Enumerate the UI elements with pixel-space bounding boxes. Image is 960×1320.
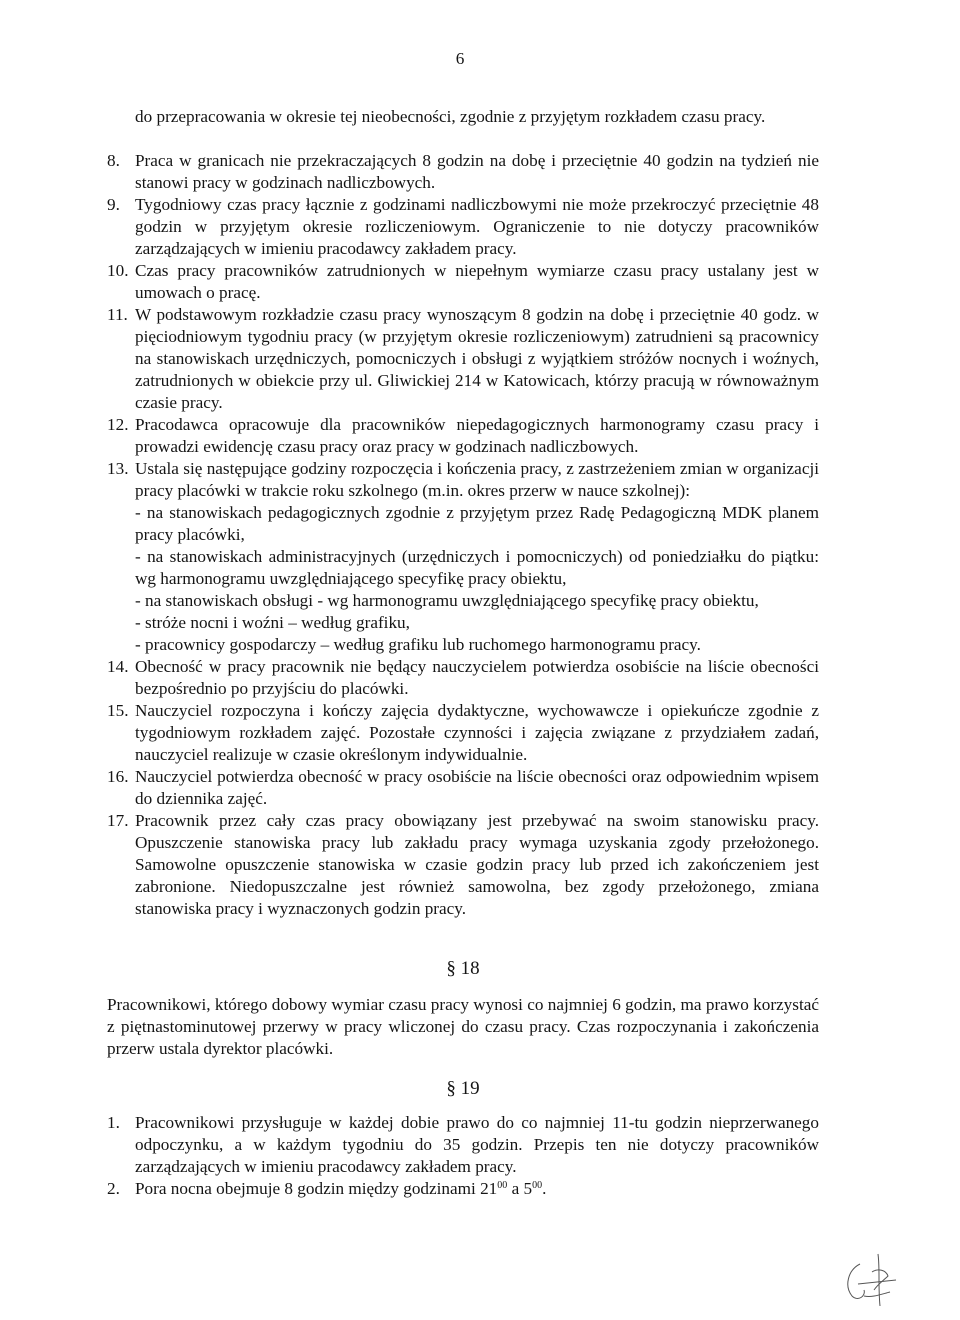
list-item xyxy=(107,656,819,700)
list-item xyxy=(107,766,819,810)
item-text: Tygodniowy czas pracy łącznie z godzinami nadliczbowymi nie może przekroczyć przeciętnie 48 godzin w przyjętym okresie rozliczeniowym. Ograniczenie to nie dotyczy pracowników zarządzających w imieniu pracodawcy zakładem pracy. xyxy=(135,195,819,258)
list-item xyxy=(107,1178,819,1200)
item-number: 9. xyxy=(107,195,120,214)
item-number: 1. xyxy=(107,1113,120,1132)
item-text: Nauczyciel rozpoczyna i kończy zajęcia dydaktyczne, wychowawcze i opiekuńcze zgodnie z tygodniowym rozkładem zajęć. Pozostałe czynności i zajęcia związane z przydziałem zadań, nauczyciel realizuje w czasie określonym indywidualnie. xyxy=(135,701,819,764)
item-text: Pora nocna obejmuje 8 godzin między godzinami 21 xyxy=(135,1179,498,1198)
section-19-heading: § 19 xyxy=(446,1078,480,1099)
sub-item: - na stanowiskach administracyjnych (urzędniczych i pomocniczych) od poniedziałku do piątku: wg harmonogramu uwzględniającego specyfikę pracy obiektu, xyxy=(135,547,819,588)
item-number: 11. xyxy=(107,305,128,324)
item-text: Ustala się następujące godziny rozpoczęcia i kończenia pracy, z zastrzeżeniem zmian w organizacji pracy placówki w trakcie roku szkolnego (m.in. okres przerw w nauce szkolnej): xyxy=(135,459,819,500)
item-number: 12. xyxy=(107,415,129,434)
item-number: 2. xyxy=(107,1179,120,1198)
superscript: 00 xyxy=(532,1180,543,1191)
item-number: 13. xyxy=(107,459,129,478)
item-text: Pracodawca opracowuje dla pracowników niepedagogicznych harmonogramy czasu pracy i prowadzi ewidencję czasu pracy oraz pracy w godzinach nadliczbowych. xyxy=(135,415,819,456)
superscript: 00 xyxy=(497,1180,508,1191)
list-item xyxy=(107,194,819,260)
item-text: a 5 xyxy=(507,1179,533,1198)
sub-item: - stróże nocni i woźni – według grafiku, xyxy=(135,613,410,632)
list-item xyxy=(107,260,819,304)
item-number: 10. xyxy=(107,261,129,280)
item-text: Praca w granicach nie przekraczających 8 godzin na dobę i przeciętnie 40 godzin na tydzień nie stanowi pracy w godzinach nadliczbowych. xyxy=(135,151,819,192)
list-item xyxy=(107,414,819,458)
sub-item: - pracownicy gospodarczy – według grafiku lub ruchomego harmonogramu pracy. xyxy=(135,635,701,654)
item-text: Czas pracy pracowników zatrudnionych w niepełnym wymiarze czasu pracy ustalany jest w umowach o pracę. xyxy=(135,261,819,302)
numbered-list xyxy=(107,150,819,920)
item-number: 16. xyxy=(107,767,129,786)
item-number: 17. xyxy=(107,811,129,830)
list-item xyxy=(107,304,819,414)
item-text: . xyxy=(542,1179,547,1198)
sub-item: - na stanowiskach obsługi - wg harmonogramu uwzględniającego specyfikę pracy obiektu, xyxy=(135,591,759,610)
list-item xyxy=(107,458,819,656)
list-item xyxy=(107,700,819,766)
item-text: W podstawowym rozkładzie czasu pracy wynoszącym 8 godzin na dobę i przeciętnie 40 godz. w pięciodniowym tygodniu pracy (w przyjętym okresie rozliczeniowym) zatrudnieni są pracownicy na stanowiskach urzędniczych, pomocniczych i obsługi z wyjątkiem stróżów nocnych i woźnych, zatrudnionych w obiekcie przy ul. Gliwickiej 214 w Katowicach, którzy pracują w równoważnym czasie pracy. xyxy=(135,305,819,412)
item-text: Pracownik przez cały czas pracy obowiązany jest przebywać na swoim stanowisku pracy. Opuszczenie stanowiska pracy lub zakładu pracy wymaga uzyskania zgody przełożonego. Samowolne opuszczenie stanowiska w czasie godzin pracy lub przed ich zakończeniem jest zabronione. Niedopuszczalne jest również samowolna, bez zgody przełożonego, zmiana stanowiska pracy i wyznaczonych godzin pracy. xyxy=(135,811,819,918)
handwritten-initials xyxy=(838,1250,900,1310)
section-18-heading: § 18 xyxy=(446,958,480,979)
item-text: Obecność w pracy pracownik nie będący nauczycielem potwierdza osobiście na liście obecności bezpośrednio po przyjściu do placówki. xyxy=(135,657,819,698)
list-item xyxy=(107,810,819,920)
list-item xyxy=(107,1112,819,1178)
page-number: 6 xyxy=(455,49,465,68)
item-number: 15. xyxy=(107,701,129,720)
item-text: Nauczyciel potwierdza obecność w pracy osobiście na liście obecności oraz odpowiednim wpisem do dziennika zajęć. xyxy=(135,767,819,808)
section-18-text: Pracownikowi, którego dobowy wymiar czasu pracy wynosi co najmniej 6 godzin, ma prawo korzystać z piętnastominutowej przerwy w pracy wliczonej do czasu pracy. Czas rozpoczynania i zakończenia przerw ustala dyrektor placówki. xyxy=(107,995,819,1058)
list-item xyxy=(107,150,819,194)
section-19-list xyxy=(107,1112,819,1200)
sub-item: - na stanowiskach pedagogicznych zgodnie z przyjętym przez Radę Pedagogiczną MDK planem pracy placówki, xyxy=(135,503,819,544)
item-number: 14. xyxy=(107,657,129,676)
continuation-text: do przepracowania w okresie tej nieobecności, zgodnie z przyjętym rozkładem czasu pracy. xyxy=(135,107,766,126)
item-number: 8. xyxy=(107,151,120,170)
item-text: Pracownikowi przysługuje w każdej dobie prawo do co najmniej 11-tu godzin nieprzerwanego odpoczynku, a w każdym tygodniu do 35 godzin. Przepis ten nie dotyczy pracowników zarządzających w imieniu pracodawcy zakładem pracy. xyxy=(135,1113,819,1176)
